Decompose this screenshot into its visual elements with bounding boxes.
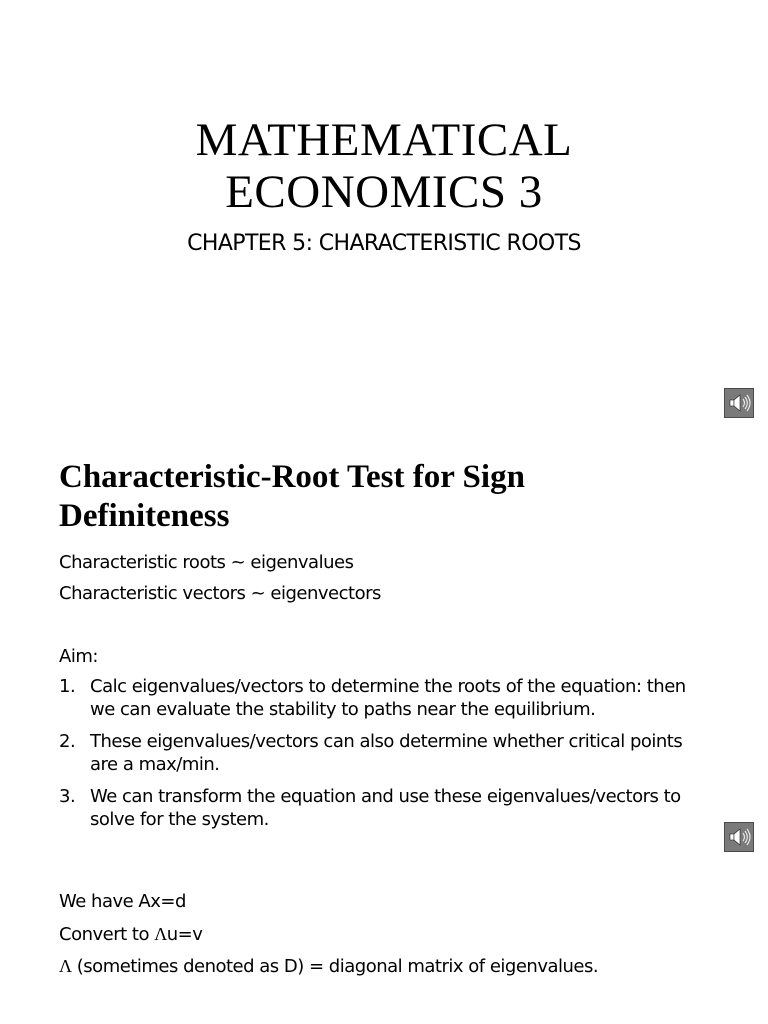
slide-heading <box>59 458 699 536</box>
presentation-title <box>0 114 768 218</box>
roots-definition: Characteristic roots ~ eigenvalues <box>59 552 354 573</box>
slide-title <box>0 0 768 430</box>
conversion-line <box>59 923 719 946</box>
aim-number: 2. <box>59 731 76 752</box>
speaker-icon[interactable] <box>724 388 754 418</box>
convert-suffix: u=v <box>166 924 203 945</box>
equation-statement: We have Ax=d <box>59 891 186 912</box>
aim-label: Aim: <box>59 646 98 667</box>
lambda-definition-text: (sometimes denoted as D) = diagonal matrix of eigenvalues. <box>71 956 599 977</box>
convert-prefix: Convert to <box>59 924 155 945</box>
lambda-definition <box>59 955 719 978</box>
heading-line-1: Characteristic-Root Test for Sign <box>59 459 525 495</box>
lambda-symbol: Λ <box>59 956 72 976</box>
vectors-definition: Characteristic vectors ~ eigenvectors <box>59 583 381 604</box>
aim-text: We can transform the equation and use these eigenvalues/vectors to solve for the system. <box>90 786 681 830</box>
title-line-2: ECONOMICS 3 <box>225 166 543 218</box>
aim-text: Calc eigenvalues/vectors to determine the roots of the equation: then we can evaluate the stability to paths near the equilibrium. <box>90 676 686 720</box>
aim-text: These eigenvalues/vectors can also determine whether critical points are a max/min. <box>90 731 683 775</box>
aim-number: 1. <box>59 676 76 697</box>
heading-line-2: Definiteness <box>59 498 230 534</box>
slide-content <box>0 430 768 1024</box>
chapter-subtitle: CHAPTER 5: CHARACTERISTIC ROOTS <box>187 231 581 256</box>
speaker-icon[interactable] <box>724 822 754 852</box>
title-line-1: MATHEMATICAL <box>195 114 573 166</box>
lambda-symbol: Λ <box>154 924 167 944</box>
aim-number: 3. <box>59 786 76 807</box>
